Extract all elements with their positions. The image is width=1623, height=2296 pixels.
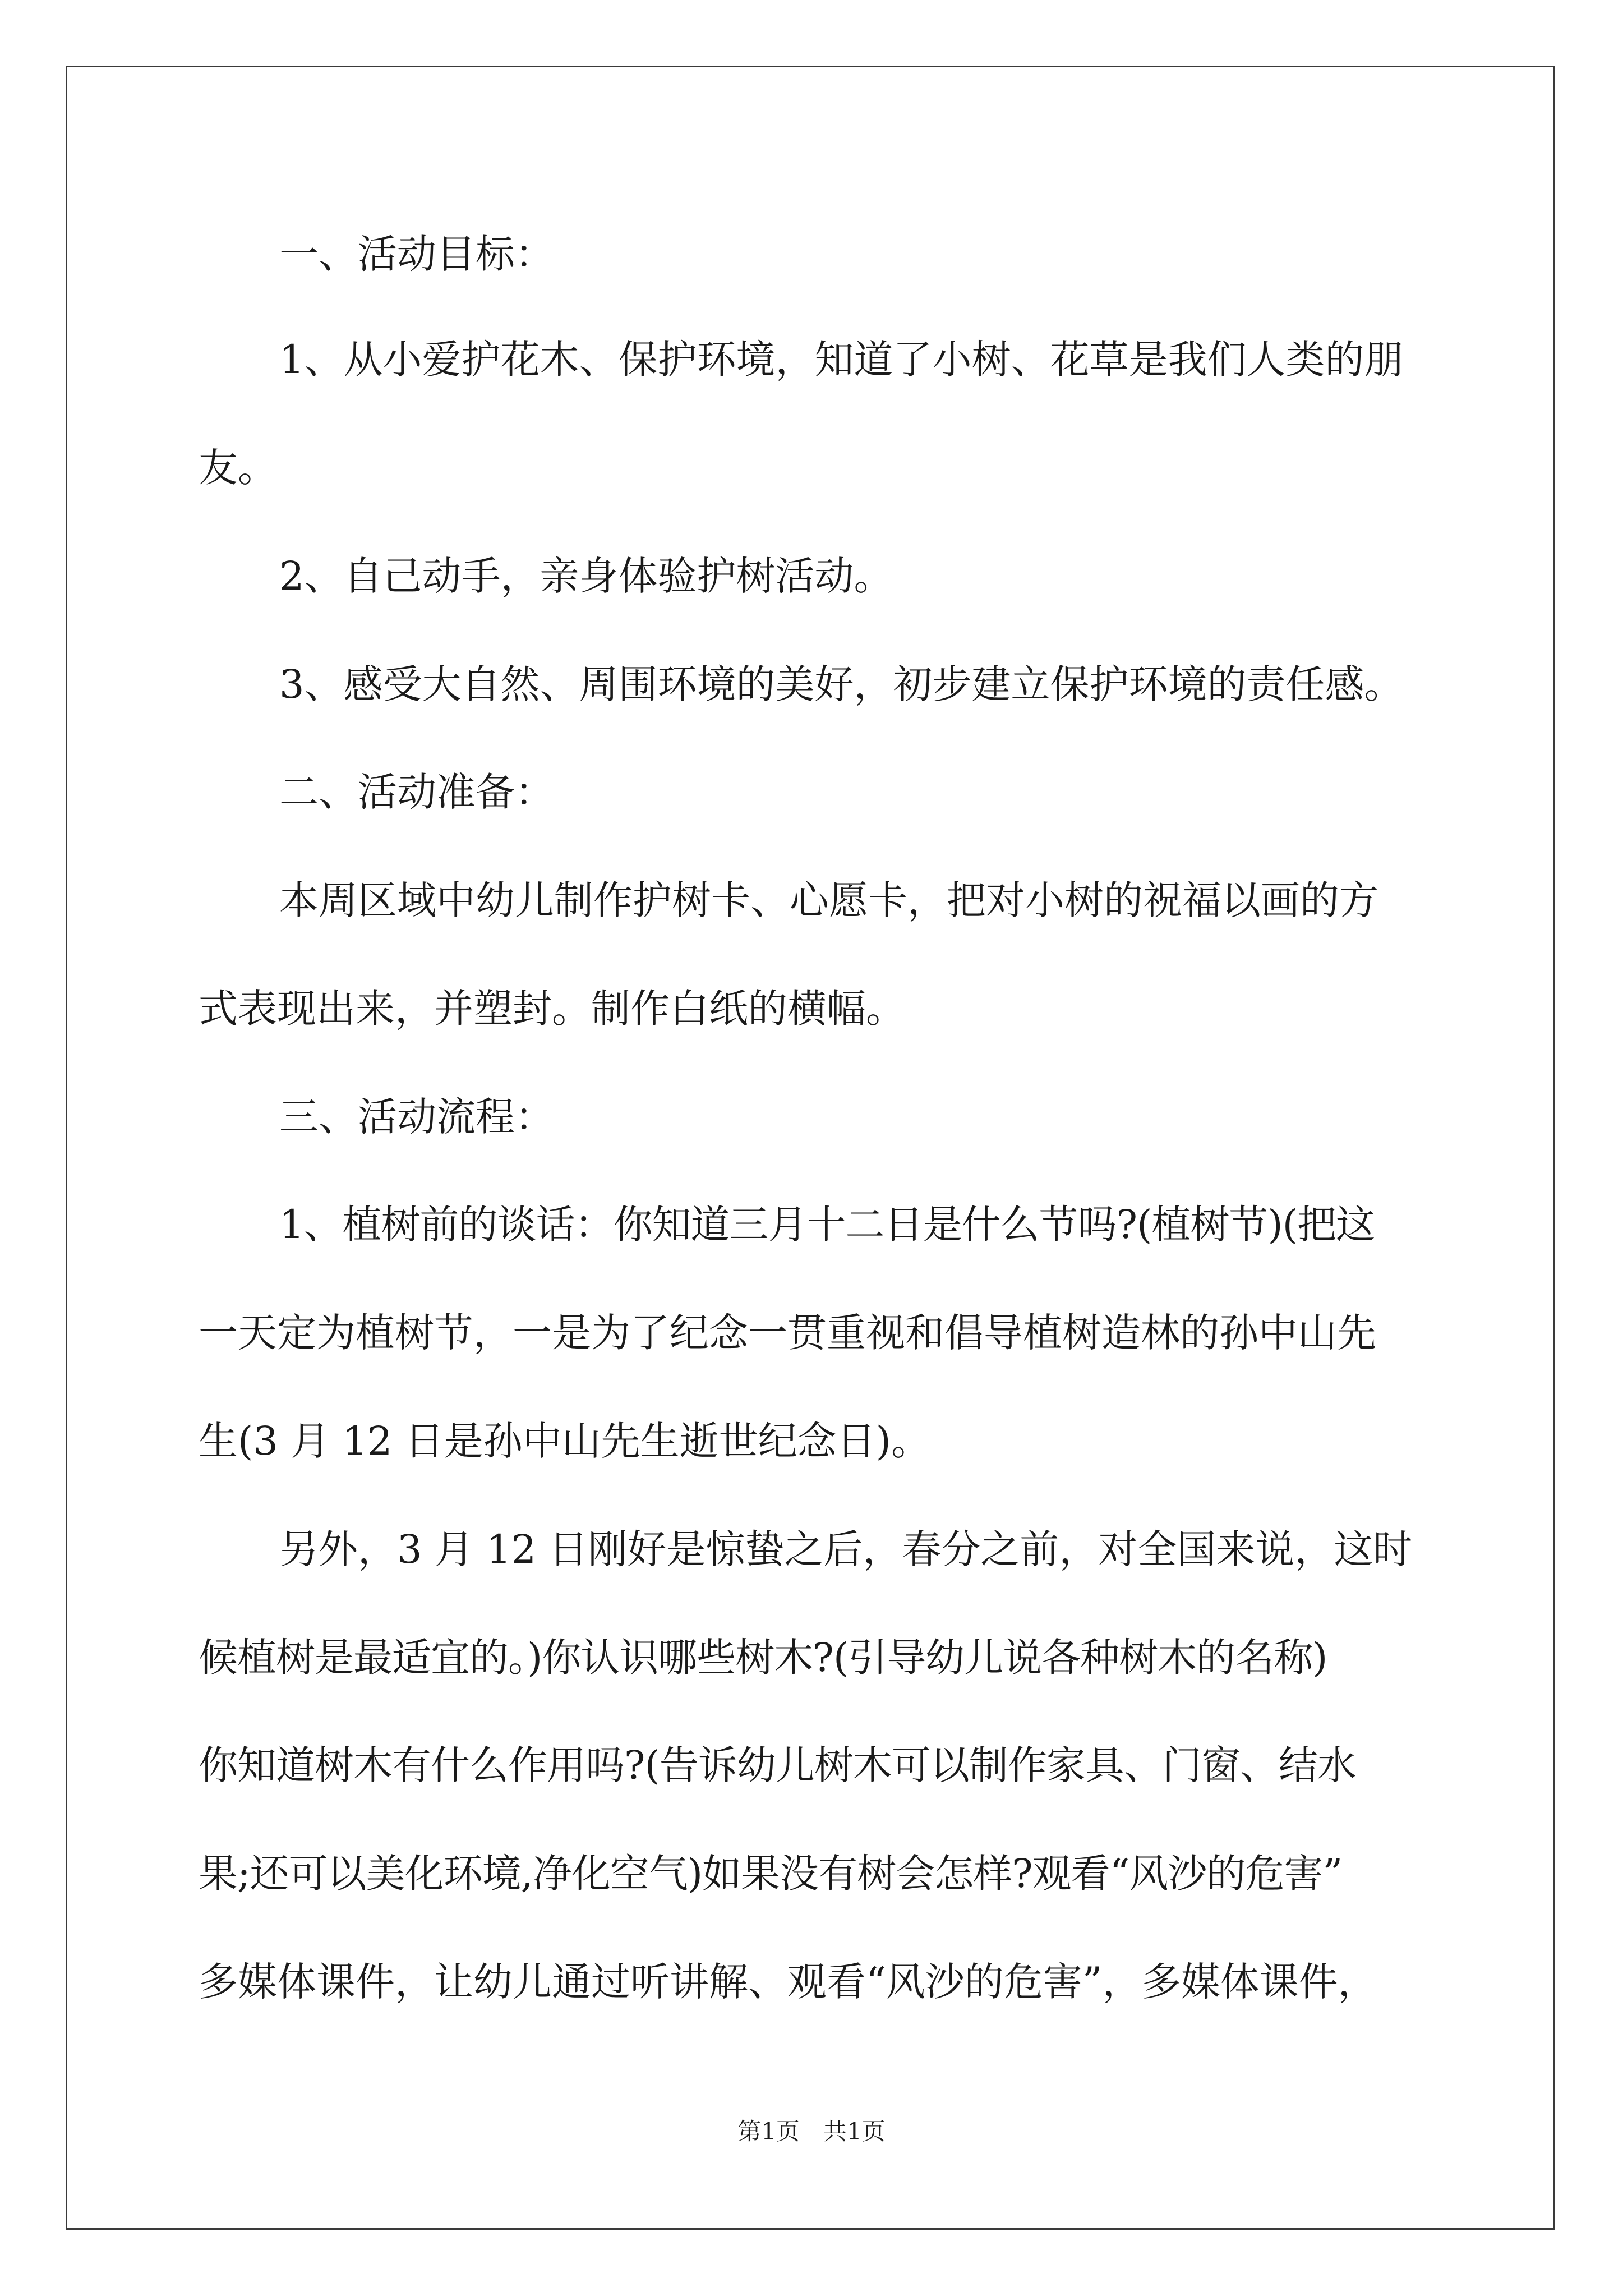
paragraph-line: 一天定为植树节，一是为了纪念一贯重视和倡导植树造林的孙中山先 (199, 1310, 1376, 1356)
paragraph-line: 另外，3 月 12 日刚好是惊蛰之后，春分之前，对全国来说，这时 (279, 1526, 1413, 1572)
paragraph-line: 果;还可以美化环境,净化空气)如果没有树会怎样?观看“风沙的危害” (199, 1851, 1343, 1897)
heading-activity-process: 三、活动流程： (279, 1094, 554, 1140)
paragraph-line: 生(3 月 12 日是孙中山先生逝世纪念日)。 (199, 1418, 930, 1464)
paragraph-line: 本周区域中幼儿制作护树卡、心愿卡，把对小树的祝福以画的方 (279, 877, 1378, 923)
paragraph-line: 你知道树木有什么作用吗?(告诉幼儿树木可以制作家具、门窗、结水 (199, 1742, 1356, 1788)
paragraph-line: 2、自己动手，亲身体验护树活动。 (279, 553, 893, 599)
page-number-footer: 第1页 共1页 (737, 2118, 886, 2145)
document-body (199, 0, 1430, 2076)
heading-activity-preparation: 二、活动准备： (279, 769, 554, 815)
paragraph-line: 3、感受大自然、周围环境的美好，初步建立保护环境的责任感。 (279, 661, 1404, 707)
heading-activity-goals: 一、活动目标： (279, 231, 554, 277)
paragraph-line: 候植树是最适宜的。)你认识哪些树木?(引导幼儿说各种树木的名称) (199, 1635, 1327, 1681)
paragraph-line: 友。 (199, 445, 277, 491)
paragraph-line: 1、从小爱护花木、保护环境，知道了小树、花草是我们人类的朋 (279, 337, 1404, 383)
paragraph-line: 1、植树前的谈话：你知道三月十二日是什么节吗?(植树节)(把这 (279, 1202, 1375, 1248)
paragraph-line: 多媒体课件，让幼儿通过听讲解、观看“风沙的危害”，多媒体课件， (199, 1959, 1377, 2005)
paragraph-line: 式表现出来，并塑封。制作白纸的横幅。 (199, 986, 905, 1032)
